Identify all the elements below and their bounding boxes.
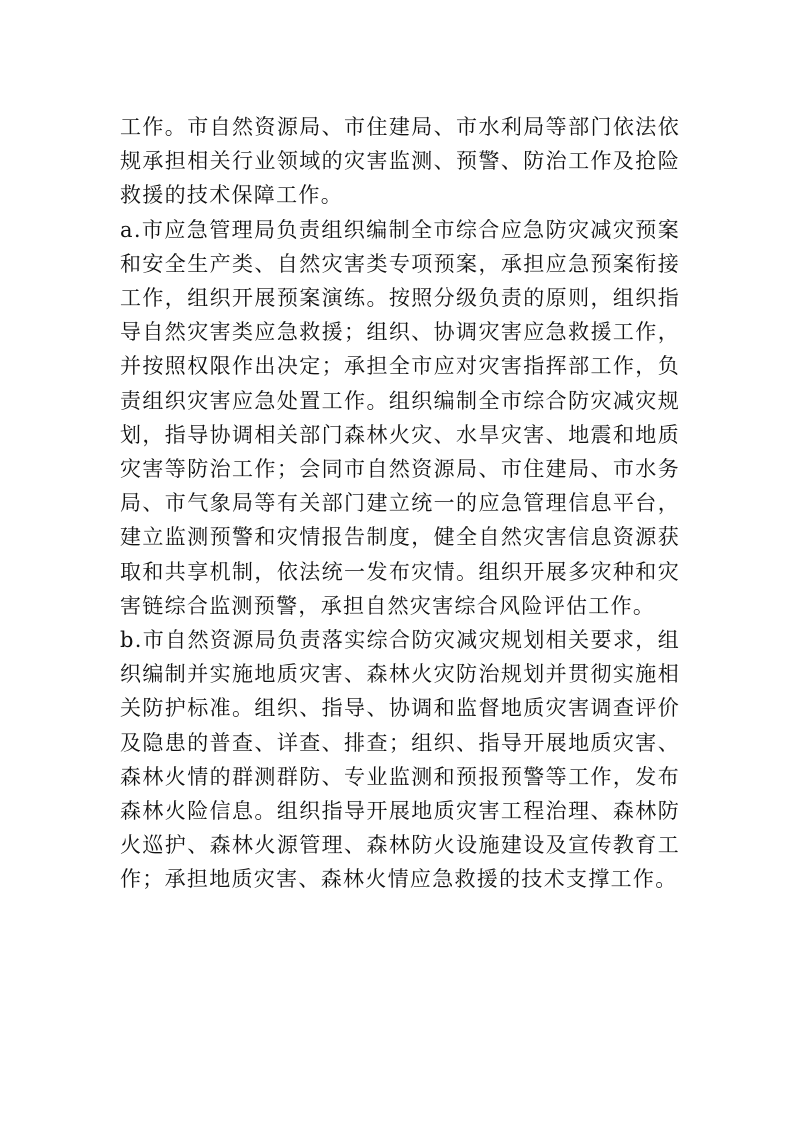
document-body bbox=[120, 110, 680, 897]
paragraph-continuation: 工作。市自然资源局、市住建局、市水利局等部门依法依规承担相关行业领域的灾害监测、预警、防治工作及抢险救援的技术保障工作。 bbox=[120, 115, 680, 208]
paragraph-a-emergency-management: a.市应急管理局负责组织编制全市综合应急防灾减灾预案和安全生产类、自然灾害类专项预案，承担应急预案衔接工作，组织开展预案演练。按照分级负责的原则，组织指导自然灾害类应急救援；组织、协调灾害应急救援工作，并按照权限作出决定；承担全市应对灾害指挥部工作，负责组织灾害应急处置工作。组织编制全市综合防灾减灾规划，指导协调相关部门森林火灾、水旱灾害、地震和地质灾害等防治工作；会同市自然资源局、市住建局、市水务局、市气象局等有关部门建立统一的应急管理信息平台，建立监测预警和灾情报告制度，健全自然灾害信息资源获取和共享机制，依法统一发布灾情。组织开展多灾种和灾害链综合监测预警，承担自然灾害综合风险评估工作。 bbox=[120, 217, 680, 618]
paragraph-b-natural-resources: b.市自然资源局负责落实综合防灾减灾规划相关要求，组织编制并实施地质灾害、森林火灾防治规划并贯彻实施相关防护标准。组织、指导、协调和监督地质灾害调查评价及隐患的普查、详查、排查；组织、指导开展地质灾害、森林火情的群测群防、专业监测和预报预警等工作，发布森林火险信息。组织指导开展地质灾害工程治理、森林防火巡护、森林火源管理、森林防火设施建设及宣传教育工作；承担地质灾害、森林火情应急救援的技术支撑工作。 bbox=[120, 628, 680, 892]
